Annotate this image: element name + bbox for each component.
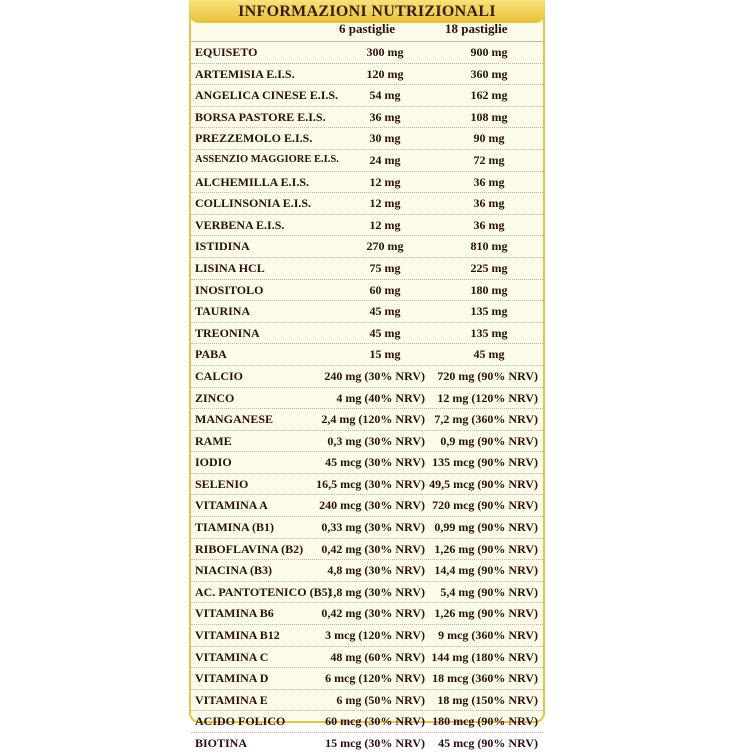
value-6-pastiglie: 15 mcg (30% NRV) (325, 736, 425, 750)
ingredient-name: ANGELICA CINESE E.I.S. (195, 88, 339, 103)
value-6-pastiglie: 300 mg (366, 45, 404, 59)
value-6-pastiglie: 12 mg (369, 174, 401, 189)
table-row (191, 582, 543, 604)
table-row (191, 344, 543, 366)
value-18-pastiglie: 135 mcg (90% NRV) (432, 455, 538, 470)
value-6-pastiglie: 60 mg (369, 282, 401, 297)
value-6-pastiglie: 2,4 mg (120% NRV) (321, 412, 425, 427)
value-6-pastiglie: 0,42 mg (30% NRV) (321, 541, 425, 556)
ingredient-name: BIOTINA (195, 736, 248, 750)
value-6-pastiglie: 1,8 mg (30% NRV) (327, 584, 425, 599)
value-18-pastiglie: 162 mg (470, 88, 508, 103)
table-row (191, 215, 543, 237)
ingredient-name: SELENIO (195, 476, 249, 491)
value-18-pastiglie: 180 mg (470, 282, 508, 297)
value-6-pastiglie: 54 mg (369, 88, 401, 103)
value-18-pastiglie: 108 mg (470, 109, 508, 124)
nutrition-panel (189, 0, 545, 750)
value-6-pastiglie: 6 mcg (120% NRV) (325, 671, 425, 686)
value-6-pastiglie: 4 mg (40% NRV) (336, 390, 425, 405)
value-18-pastiglie: 144 mg (180% NRV) (431, 649, 538, 664)
ingredient-name: CALCIO (195, 368, 244, 383)
value-18-pastiglie: 180 mcg (90% NRV) (432, 714, 538, 729)
table-row (191, 711, 543, 733)
value-18-pastiglie: 7,2 mg (360% NRV) (434, 412, 538, 427)
value-18-pastiglie: 49,5 mcg (90% NRV) (429, 476, 538, 491)
value-6-pastiglie: 30 mg (369, 131, 401, 146)
value-18-pastiglie: 720 mg (90% NRV) (437, 368, 538, 383)
table-row (191, 64, 543, 86)
ingredient-name: VITAMINA B6 (195, 606, 274, 621)
value-6-pastiglie: 240 mg (30% NRV) (324, 368, 425, 383)
ingredient-name: RIBOFLAVINA (B2) (195, 541, 304, 556)
table-row (191, 150, 543, 172)
value-6-pastiglie: 75 mg (369, 260, 401, 275)
ingredient-name: COLLINSONIA E.I.S. (195, 196, 312, 211)
value-6-pastiglie: 45 mg (369, 325, 401, 340)
value-18-pastiglie: 360 mg (470, 66, 508, 81)
table-row (191, 172, 543, 194)
table-row (191, 625, 543, 647)
value-6-pastiglie: 45 mcg (30% NRV) (325, 455, 425, 470)
table-row (191, 107, 543, 129)
value-18-pastiglie: 5,4 mg (90% NRV) (440, 584, 538, 599)
panel-title: INFORMAZIONI NUTRIZIONALI (189, 0, 545, 23)
value-18-pastiglie: 72 mg (473, 152, 505, 167)
ingredient-name: LISINA HCL (195, 260, 265, 275)
ingredient-name: ARTEMISIA E.I.S. (195, 66, 295, 81)
table-row (191, 733, 543, 754)
table-row (191, 323, 543, 345)
table-row (191, 301, 543, 323)
value-18-pastiglie: 12 mg (120% NRV) (437, 390, 538, 405)
ingredient-name: TAURINA (195, 304, 251, 319)
value-18-pastiglie: 9 mcg (360% NRV) (438, 628, 538, 643)
value-18-pastiglie: 810 mg (470, 239, 508, 254)
table-row (191, 495, 543, 517)
ingredient-name: ACIDO FOLICO (195, 714, 286, 729)
value-18-pastiglie: 36 mg (473, 196, 505, 211)
table-row (191, 452, 543, 474)
column-header-6: 6 pastiglie (339, 21, 395, 36)
value-18-pastiglie: 720 mcg (90% NRV) (432, 498, 538, 513)
ingredient-name: ALCHEMILLA E.I.S. (195, 174, 310, 189)
table-row (191, 603, 543, 625)
ingredient-name: IODIO (195, 455, 232, 470)
value-18-pastiglie: 18 mg (150% NRV) (437, 692, 538, 707)
ingredient-name: VITAMINA D (195, 671, 269, 686)
value-18-pastiglie: 45 mcg (90% NRV) (438, 736, 538, 750)
ingredient-name: BORSA PASTORE E.I.S. (195, 109, 326, 124)
value-6-pastiglie: 240 mcg (30% NRV) (319, 498, 425, 513)
value-6-pastiglie: 4,8 mg (30% NRV) (327, 563, 425, 578)
value-6-pastiglie: 120 mg (366, 66, 404, 81)
value-18-pastiglie: 1,26 mg (90% NRV) (434, 606, 538, 621)
value-6-pastiglie: 3 mcg (120% NRV) (325, 628, 425, 643)
value-18-pastiglie: 135 mg (470, 325, 508, 340)
ingredient-name: PREZZEMOLO E.I.S. (195, 131, 313, 146)
ingredient-name: VITAMINA A (195, 498, 268, 513)
value-18-pastiglie: 135 mg (470, 304, 508, 319)
table-row (191, 668, 543, 690)
table-row (191, 258, 543, 280)
table-row (191, 41, 543, 64)
value-6-pastiglie: 12 mg (369, 217, 401, 232)
ingredient-name: EQUISETO (195, 45, 258, 59)
value-6-pastiglie: 15 mg (369, 347, 401, 362)
value-6-pastiglie: 24 mg (369, 152, 401, 167)
table-row (191, 647, 543, 669)
table-row (191, 560, 543, 582)
column-header-18: 18 pastiglie (445, 21, 508, 36)
ingredient-name: VITAMINA E (195, 692, 268, 707)
table-row (191, 193, 543, 215)
value-6-pastiglie: 6 mg (50% NRV) (336, 692, 425, 707)
table-row (191, 474, 543, 496)
ingredient-name: VITAMINA C (195, 649, 269, 664)
table-row (191, 690, 543, 712)
ingredient-name: INOSITOLO (195, 282, 264, 297)
value-6-pastiglie: 0,33 mg (30% NRV) (321, 520, 425, 535)
value-18-pastiglie: 225 mg (470, 260, 508, 275)
value-18-pastiglie: 90 mg (473, 131, 505, 146)
table-row (191, 517, 543, 539)
value-6-pastiglie: 12 mg (369, 196, 401, 211)
ingredient-name: NIACINA (B3) (195, 563, 273, 578)
table-row (191, 431, 543, 453)
value-18-pastiglie: 14,4 mg (90% NRV) (434, 563, 538, 578)
ingredient-name: ZINCO (195, 390, 235, 405)
value-18-pastiglie: 1,26 mg (90% NRV) (434, 541, 538, 556)
table-row (191, 236, 543, 258)
value-18-pastiglie: 0,9 mg (90% NRV) (440, 433, 538, 448)
ingredient-name: TIAMINA (B1) (195, 520, 275, 535)
nutrition-table (191, 41, 543, 754)
ingredient-name: RAME (195, 433, 232, 448)
value-18-pastiglie: 36 mg (473, 174, 505, 189)
table-row (191, 409, 543, 431)
ingredient-name: ASSENZIO MAGGIORE E.I.S. (195, 153, 339, 165)
value-6-pastiglie: 48 mg (60% NRV) (330, 649, 425, 664)
ingredient-name: VERBENA E.I.S. (195, 217, 285, 232)
ingredient-name: ISTIDINA (195, 239, 250, 254)
table-row (191, 280, 543, 302)
value-6-pastiglie: 270 mg (366, 239, 404, 254)
ingredient-name: MANGANESE (195, 412, 274, 427)
value-6-pastiglie: 0,3 mg (30% NRV) (327, 433, 425, 448)
ingredient-name: AC. PANTOTENICO (B5) (195, 584, 332, 599)
table-row (191, 85, 543, 107)
value-18-pastiglie: 900 mg (470, 45, 508, 59)
value-18-pastiglie: 18 mcg (360% NRV) (432, 671, 538, 686)
table-row (191, 128, 543, 150)
value-6-pastiglie: 0,42 mg (30% NRV) (321, 606, 425, 621)
value-6-pastiglie: 36 mg (369, 109, 401, 124)
value-18-pastiglie: 45 mg (473, 347, 505, 362)
value-18-pastiglie: 0,99 mg (90% NRV) (434, 520, 538, 535)
table-row (191, 388, 543, 410)
ingredient-name: VITAMINA B12 (195, 628, 280, 643)
ingredient-name: TREONINA (195, 325, 260, 340)
value-6-pastiglie: 45 mg (369, 304, 401, 319)
table-row (191, 539, 543, 561)
value-6-pastiglie: 16,5 mcg (30% NRV) (316, 476, 425, 491)
ingredient-name: PABA (195, 347, 227, 362)
value-6-pastiglie: 60 mcg (30% NRV) (325, 714, 425, 729)
value-18-pastiglie: 36 mg (473, 217, 505, 232)
table-row (191, 366, 543, 388)
